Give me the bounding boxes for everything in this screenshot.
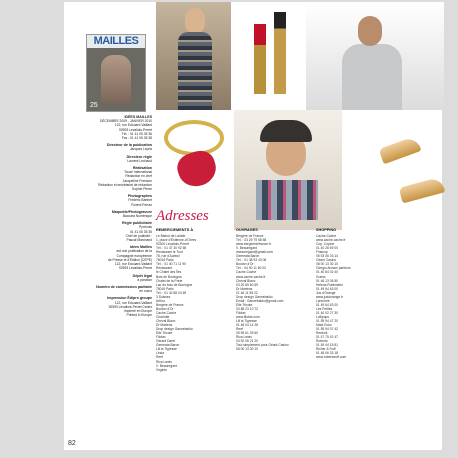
address-line: 92300 Levallois-Perret: [156, 242, 189, 247]
address-line: Mark Ecko: [316, 323, 332, 328]
masthead-line: est une publication de la: [116, 249, 152, 254]
masthead-line: en cours: [139, 289, 152, 294]
address-line: Cache-Cache: [156, 310, 177, 315]
masthead-line: Pascal Marchand: [126, 238, 152, 243]
address-line: Drop design Gannebaldo: [236, 294, 273, 299]
masthead-line: Touze International: [124, 170, 152, 175]
address-line: vbeauregard@gmail.com: [236, 250, 273, 255]
photo-gold-ring: [164, 120, 224, 156]
masthead-line: 122, rue Edouard-Vaillant: [114, 300, 152, 305]
address-line: Gérard Darel: [156, 339, 176, 344]
masthead-line: Imprimé en Europe: [123, 308, 152, 313]
address-line: 75016 Paris: [156, 258, 174, 263]
photo-woman-grey-shrug: [306, 2, 444, 110]
address-line: Filofax: [236, 310, 246, 315]
address-line: Jus d'Orange: [316, 290, 336, 295]
address-line: Bouton d'Or: [236, 262, 254, 267]
address-line: Chalet de la Porte: [156, 278, 183, 283]
address-line: 01 49 44 18 81: [316, 343, 338, 348]
address-line: Tél. : 01 42 88 04 69: [156, 290, 187, 295]
masthead-line: de Presse et d'Édition (CEPE): [107, 257, 152, 262]
address-line: Restaurant le Tout: [156, 250, 183, 255]
column-shopping: [316, 228, 388, 360]
address-line: V. Beauregard: [236, 246, 257, 251]
section-title: Adresses: [156, 208, 209, 224]
address-line: Giorgio Armani parfums: [316, 266, 351, 271]
address-line: 78, rue d'Auteuil: [156, 254, 180, 259]
address-line: Tél. : 04 90 11 60 02: [236, 266, 266, 271]
masthead-heading: Directeur régie: [126, 154, 152, 159]
address-line: Linda: [156, 351, 165, 356]
masthead-line: à parution: [137, 277, 152, 282]
address-line: Lili la Tigresse: [236, 319, 257, 324]
masthead-line: Rédaction en chef: [125, 174, 152, 179]
masthead-heading: Idées Mailles: [129, 245, 152, 250]
masthead-line: 01 41 05 35 35: [130, 229, 152, 234]
address-line: Géant Casino: [316, 258, 337, 263]
masthead-line: Rédaction et secrétariat de rédaction: [98, 182, 152, 187]
address-line: Les Petites: [316, 306, 333, 311]
address-line: 01 47 75 42 47: [316, 335, 338, 340]
masthead-credits: [68, 112, 152, 317]
address-line: www.jusdorange.fr: [316, 294, 344, 299]
address-line: 01 49 64 63 00: [316, 286, 338, 291]
address-line: Gemeata Baron: [236, 254, 260, 259]
column-header: REMERCIEMENTS À: [156, 228, 194, 232]
masthead-line: Laurent Lechaud: [127, 158, 152, 163]
address-line: Dr Martens: [236, 286, 253, 291]
address-line: 1, place d'Estienne-d'Orves: [156, 238, 197, 243]
address-line: Lac du bois de Boulogne: [156, 282, 193, 287]
masthead-heading: Réalisation: [132, 166, 152, 171]
address-line: Arthur: [156, 298, 165, 303]
address-line: Helena Rubinstein: [316, 282, 343, 287]
address-line: Guess: [316, 274, 326, 279]
masthead-heading: IDÉES MAILLES: [124, 115, 152, 119]
masthead-line: Frédéric Barthet: [128, 198, 152, 203]
masthead-line: Florent Perraz: [131, 202, 152, 207]
address-line: www.bergeredefrance.fr: [236, 242, 272, 247]
address-line: 3 Suisses: [156, 294, 171, 299]
photo-woman-striped-cardigan: [156, 2, 231, 110]
address-line: 75016 Paris: [156, 286, 174, 291]
address-line: Bois de Boulogne: [156, 274, 182, 279]
address-line: Lancôme: [316, 298, 330, 303]
address-line: 04 92 06 21 20: [236, 339, 258, 344]
address-line: Rica Lewis: [156, 359, 172, 364]
masthead-line: 122, rue Edouard-Vaillant: [114, 123, 152, 128]
address-line: le Chalet des Îles: [156, 270, 182, 275]
address-line: 01 48 04 14 28: [236, 323, 258, 328]
address-line: 03 20 69 60 59: [236, 282, 258, 287]
address-line: Roberto: [316, 339, 328, 344]
magazine-cover: [86, 34, 146, 112]
address-line: Restaurant: [156, 266, 173, 271]
photo-lipsticks: [232, 2, 304, 110]
cover-issue-number: 25: [90, 102, 98, 109]
address-line: Tél. : 01 40 71 11 90: [156, 262, 186, 267]
masthead-line: Baccara Numérique: [122, 214, 152, 219]
magazine-page: [64, 2, 442, 450]
address-line: Cache-Cache: [316, 234, 337, 239]
masthead-line: Jacques Lepris: [129, 147, 152, 152]
address-line: 08 00 13 30 10: [316, 262, 338, 267]
address-line: www.filofax.com: [236, 314, 260, 319]
address-line: www.cache-cache.fr: [316, 238, 346, 243]
address-line: Le Bistrot de Lalotte: [156, 234, 186, 239]
address-line: V. Beauregard: [156, 363, 177, 368]
masthead-heading: Dépôt légal: [132, 273, 152, 278]
address-line: Cop. Copine: [316, 242, 335, 247]
address-line: Richer & Ruff: [316, 347, 336, 352]
photo-sandal-2: [399, 177, 446, 204]
address-line: Bergère de France: [156, 302, 184, 307]
address-line: 08 00 13 30 10: [236, 347, 258, 352]
address-line: Tél. : 03 29 79 58 68: [236, 238, 267, 243]
address-line: Charlotte: [156, 314, 170, 319]
address-line: Reebok: [316, 331, 328, 336]
masthead-heading: Numéro de commission paritaire: [96, 284, 152, 289]
cover-model-image: [101, 55, 131, 103]
address-line: Cache-Cache: [236, 270, 257, 275]
address-line: Gemeata Baron: [156, 343, 180, 348]
address-line: Elle Tricote: [236, 302, 253, 307]
address-line: Firstcop: [316, 250, 328, 255]
column-ouvrages: [236, 228, 308, 351]
address-line: Lili la Tigresse: [156, 347, 177, 352]
address-line: Tout simplement pour Géant Casino: [236, 343, 289, 348]
masthead-line: Tél. : 01 41 05 35 36: [121, 131, 152, 136]
address-line: Bouton d'Or: [156, 306, 174, 311]
address-line: Cheval Blanc: [156, 319, 176, 324]
masthead-line: Sophie Pierre: [132, 187, 152, 192]
address-line: 05 59 61 39 60: [236, 331, 258, 336]
photo-sandal-1: [378, 136, 421, 165]
address-line: 01 46 13 05 50: [316, 278, 338, 283]
address-line: 03 88 23 10 72: [236, 306, 258, 311]
address-line: 01 48 06 33 18: [316, 351, 338, 356]
column-header: SHOPPING: [316, 228, 337, 232]
address-line: www.cache-cache.fr: [236, 274, 266, 279]
column-header: OUVRAGES: [236, 228, 258, 232]
masthead-line: 92593 Levallois-Perret Cedex: [108, 304, 152, 309]
masthead-line: 92593 Levallois-Perret: [119, 127, 152, 132]
address-line: Elle Tricote: [156, 331, 173, 336]
address-line: 01 46 11 55 22: [236, 290, 258, 295]
address-line: Drop design Gannebaldo: [156, 327, 193, 332]
masthead-line: DÉCEMBRE 2009 - JANVIER 2010: [99, 119, 152, 124]
masthead-heading: Directeur de la publication: [106, 143, 152, 148]
masthead-line: Fax : 01 41 05 35 38: [121, 136, 152, 141]
address-line: Dr Martens: [156, 323, 173, 328]
address-line: Tél. : 01 47 30 92 65: [156, 246, 187, 251]
masthead-line: Jacqueline Fression: [122, 178, 152, 183]
masthead-line: Printed in Europe: [126, 313, 152, 318]
address-line: 01 55 94 07 42: [316, 327, 338, 332]
masthead-heading: Régie publicitaire: [122, 221, 152, 226]
address-line: 01 49 64 63 00: [316, 302, 338, 307]
address-line: Tél. : 01 48 93 43 06: [236, 258, 267, 263]
masthead-line: 122, rue Edouard-Vaillant: [114, 262, 152, 267]
masthead-line: Compagnie européenne: [116, 253, 152, 258]
address-line: Reef: [156, 355, 163, 360]
masthead-heading: Impression Édipro groupe: [107, 296, 152, 301]
address-line: Reef: [236, 327, 243, 332]
address-line: 01 40 02 27 30: [316, 310, 338, 315]
page-number: 82: [68, 440, 76, 447]
address-line: Filofax: [156, 335, 166, 340]
address-line: www.robertoruff.com: [316, 355, 347, 360]
address-line: 05 53 06 03 14: [316, 254, 338, 259]
address-line: 01 55 94 47 20: [316, 319, 338, 324]
address-line: Cheval Blanc: [236, 278, 256, 283]
address-line: Bergère de France: [236, 234, 264, 239]
masthead-heading: Maquette/Photogravure: [111, 209, 152, 214]
masthead-heading: Photographes: [127, 194, 152, 199]
masthead-line: Pyrrhosk: [138, 225, 152, 230]
address-line: Lollipops: [316, 314, 330, 319]
masthead-line: Chef de publicité :: [125, 233, 152, 238]
column-remerciements: [156, 228, 228, 372]
address-line: 01 40 84 02 40: [316, 270, 338, 275]
address-line: Virginie: [156, 367, 167, 372]
address-line: Rica Lewis: [236, 335, 252, 340]
address-line: 01 40 28 69 00: [316, 246, 338, 251]
masthead-line: 92593 Levallois-Perret: [119, 266, 152, 271]
photo-woman-knit-beanie: [234, 110, 342, 230]
address-line: Email : Gannebaldo@gmail.com: [236, 298, 284, 303]
cover-masthead: MAILLES: [87, 35, 145, 48]
